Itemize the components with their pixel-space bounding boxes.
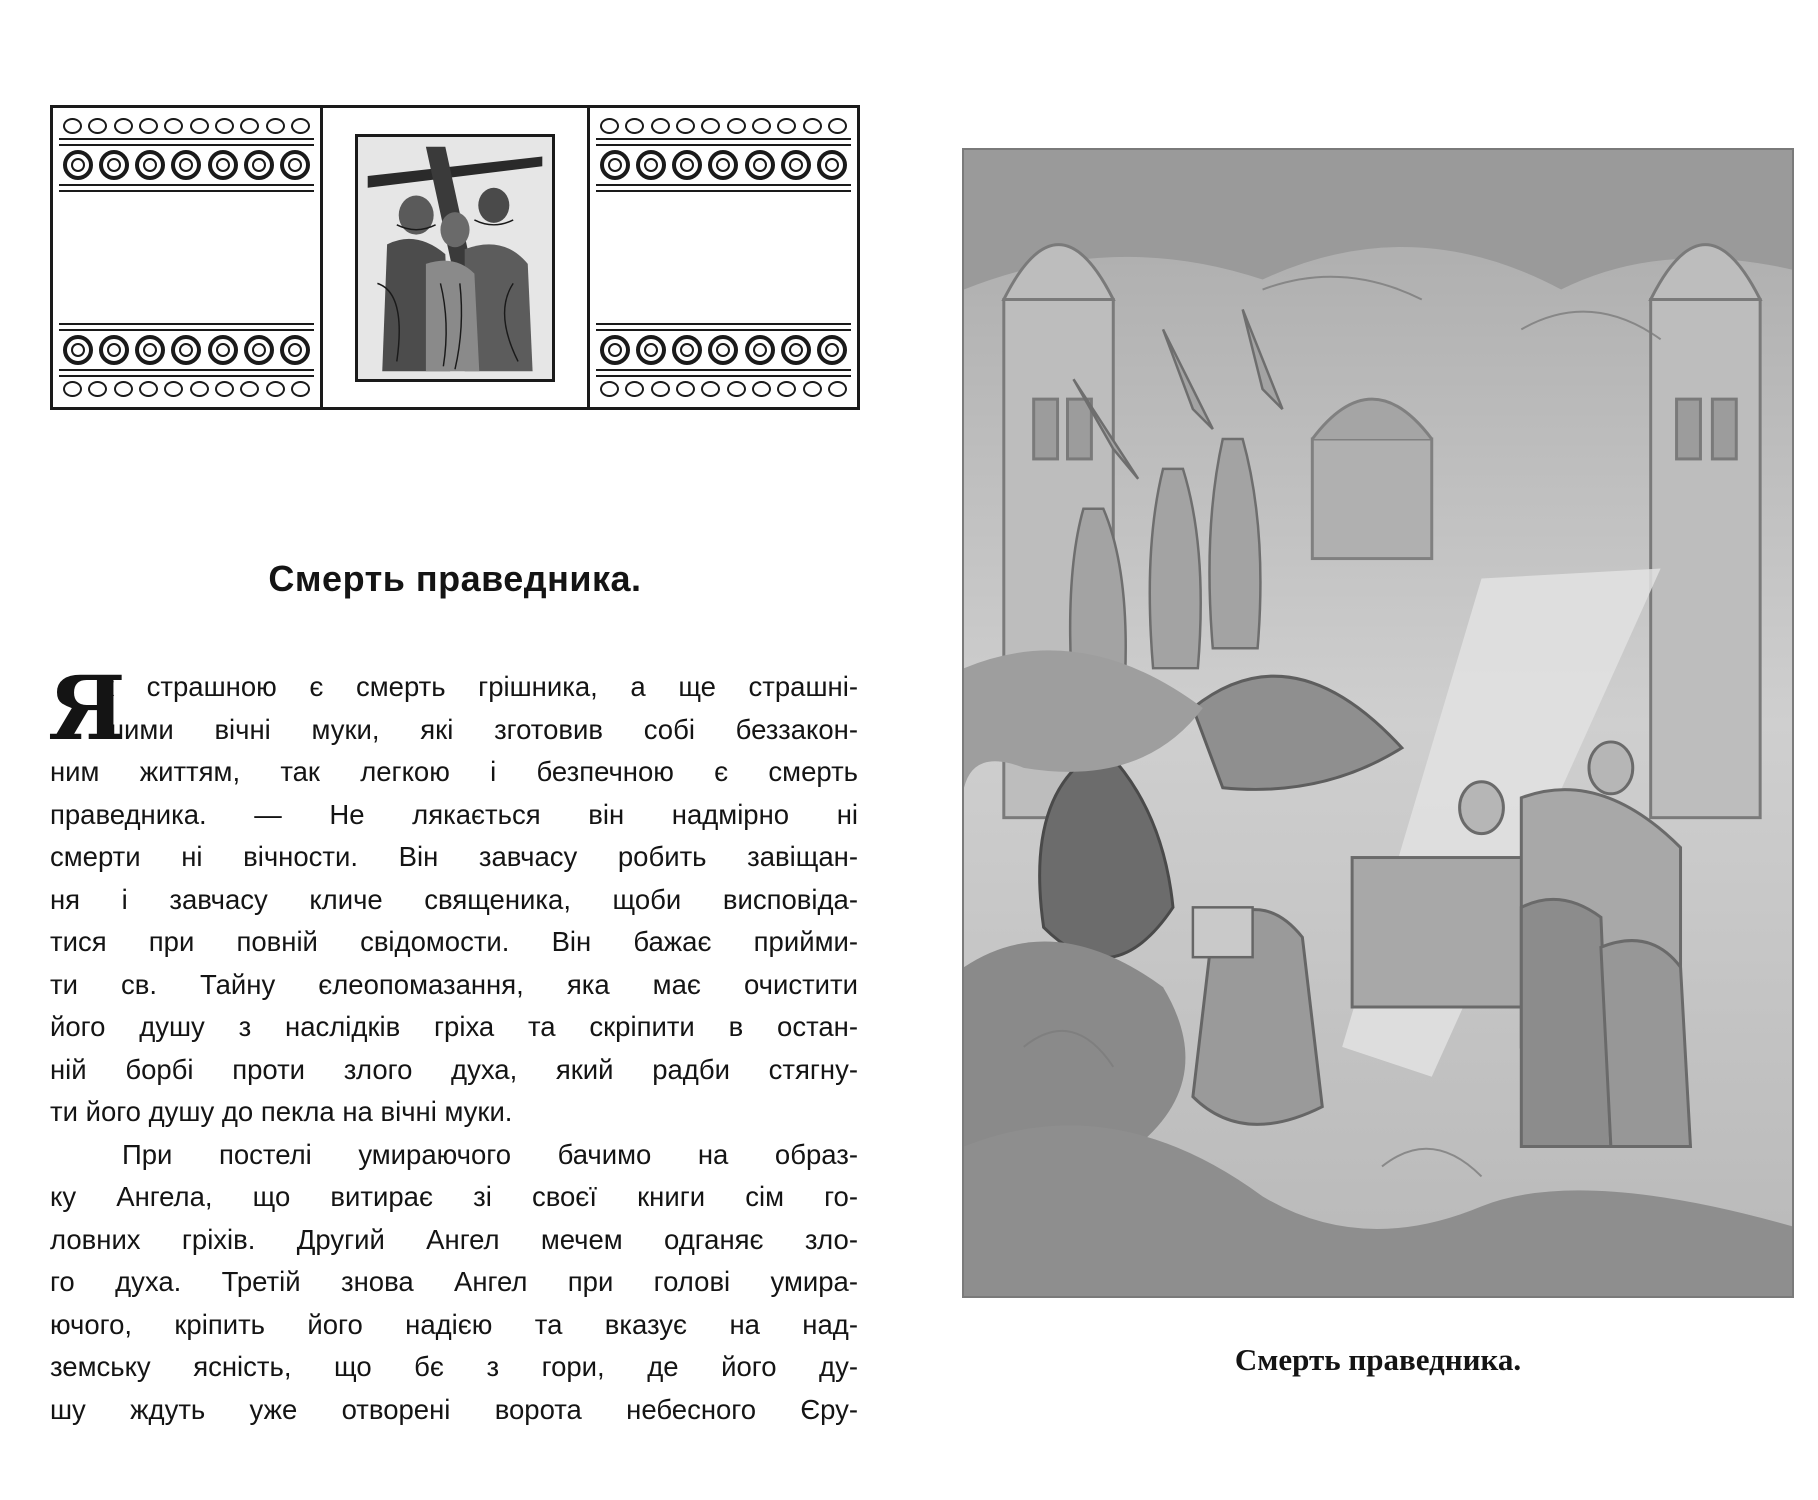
ornament-band-left <box>53 108 323 407</box>
text-line: ючого, кріпить його надією та вказує на над- <box>50 1308 858 1340</box>
death-of-righteous-engraving <box>962 148 1794 1298</box>
engraving-caption: Смерть праведника. <box>1234 1342 1522 1377</box>
ornament-top-rows <box>59 118 314 192</box>
small-ring-row <box>596 118 851 134</box>
text-line: ти св. Тайну єлеопомазання, яка має очистити <box>50 968 858 1000</box>
small-ring-row <box>59 381 314 397</box>
text-line: земську ясність, що бє з гори, де його ду- <box>50 1351 858 1382</box>
large-ring-row <box>596 335 851 365</box>
christ-carrying-cross-woodcut <box>355 134 555 382</box>
text-line: праведника. — Не лякається він надмірно ні <box>50 798 858 830</box>
chapter-title: Смерть праведника. <box>268 558 642 599</box>
text-line: го духа. Третій знова Ангел при голові умира- <box>50 1266 858 1297</box>
text-line: ку Ангела, що витирає зі своєї книги сім го- <box>50 1181 858 1212</box>
text-line: ти його душу до пекла на вічні муки. <box>50 1096 513 1127</box>
headpiece-ornament <box>50 105 860 410</box>
text-line: к страшною є смерть грішника, а ще страшні- <box>102 671 858 702</box>
large-ring-row <box>596 150 851 180</box>
text-line: шу ждуть уже отворені ворота небесного Єру- <box>50 1393 858 1425</box>
small-ring-row <box>596 381 851 397</box>
woodcut-panel <box>323 108 587 407</box>
ornament-band-right <box>587 108 857 407</box>
ornament-top-rows <box>596 118 851 192</box>
right-tower <box>1651 245 1760 818</box>
text-line: При постелі умираючого бачимо на образ- <box>122 1138 858 1170</box>
text-line: ня і завчасу кличе священика, щоби висповіда- <box>50 883 858 915</box>
text-line: його душу з наслідків гріха та скріпити в остан- <box>50 1011 858 1042</box>
body-text <box>48 656 858 1431</box>
text-line: шими вічні муки, які зготовив собі беззакон- <box>102 713 858 745</box>
ornament-bottom-rows <box>59 323 314 397</box>
small-ring-row <box>59 118 314 134</box>
large-ring-row <box>59 150 314 180</box>
text-line: тися при повній свідомости. Він бажає прийми- <box>50 926 858 957</box>
text-line: ним життям, так легкою і безпечною є смерть <box>50 756 858 787</box>
text-line: ній борбі проти злого духа, який радби стягну- <box>50 1053 858 1085</box>
large-ring-row <box>59 335 314 365</box>
text-line: ловних гріхів. Другий Ангел мечем одганяє зло- <box>50 1223 858 1255</box>
ornament-bottom-rows <box>596 323 851 397</box>
drop-cap: Я <box>48 656 126 760</box>
text-line: смерти ні вічности. Він завчасу робить завіщан- <box>50 841 858 872</box>
